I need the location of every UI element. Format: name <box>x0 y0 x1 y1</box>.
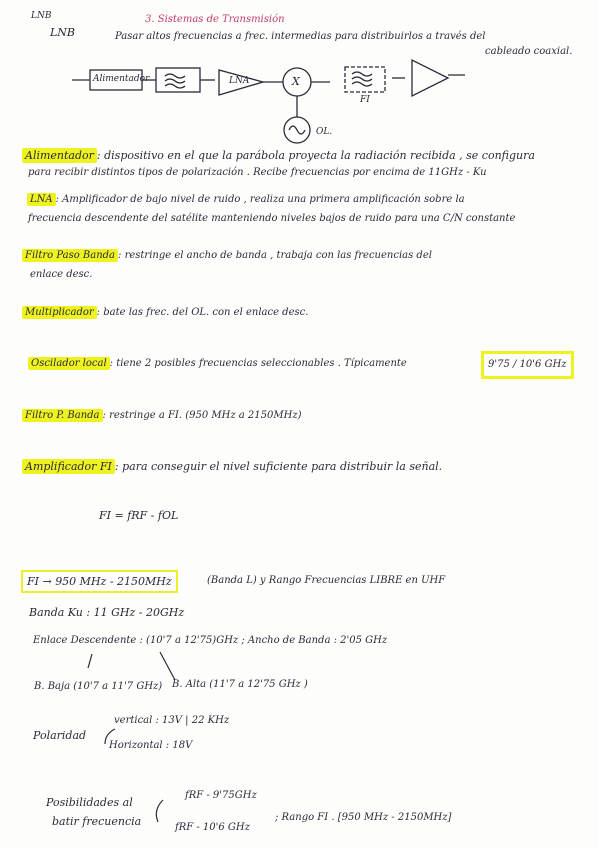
alimentador-block-label: Alimentador <box>93 74 150 84</box>
ol-label: OL. <box>316 127 333 137</box>
fi-range-box: FI → 950 MHz - 2150MHz <box>21 570 178 593</box>
filtro2-text: : restringe a FI. (950 MHz a 2150MHz) <box>102 410 302 421</box>
frf-option-2: fRF - 10'6 GHz <box>175 822 250 833</box>
posibilidades-line1: Posibilidades al <box>46 796 133 809</box>
rango-fi-note: ; Rango FI . [950 MHz - 2150MHz] <box>275 812 452 823</box>
frf-option-1: fRF - 9'75GHz <box>185 790 257 801</box>
top-left-note: LNB <box>31 11 52 21</box>
alimentador-text-1: : dispositivo en el que la parábola proyecta la radiación recibida , se configura <box>96 149 535 162</box>
fi-range-note: (Banda L) y Rango Frecuencias LIBRE en UHF <box>207 575 446 586</box>
lna-text-2: frecuencia descendente del satélite manteniendo niveles bajos de ruido para una C/N constante <box>28 213 516 224</box>
enlace-descendente-note: Enlace Descendente : (10'7 a 12'75)GHz ; Ancho de Banda : 2'05 GHz <box>33 635 388 646</box>
fi-formula: FI = fRF - fOL <box>99 509 179 522</box>
polaridad-vertical: vertical : 13V | 22 KHz <box>114 715 230 726</box>
banda-baja-note: B. Baja (10'7 a 11'7 GHz) <box>34 681 163 692</box>
lna-term: LNA <box>27 193 56 206</box>
multiplicador-term: Multiplicador <box>22 306 97 319</box>
banda-alta-note: B. Alta (11'7 a 12'75 GHz ) <box>172 679 308 690</box>
lna-block-label: LNA <box>229 76 250 86</box>
polaridad-horizontal: Horizontal : 18V <box>109 740 193 751</box>
posibilidades-line2: batir frecuencia <box>52 815 142 828</box>
alimentador-text-2: para recibir distintos tipos de polarización . Recibe frecuencias por encima de 11GHz - Ku <box>28 167 487 178</box>
mixer-symbol: X <box>292 75 300 88</box>
filtro2-term: Filtro P. Banda <box>22 409 103 422</box>
intro-text-line2: cableado coaxial. <box>485 46 573 57</box>
intro-text-line1: Pasar altos frecuencias a frec. intermedias para distribuirlos a través del <box>115 31 486 42</box>
lna-text-1: : Amplificador de bajo nivel de ruido , realiza una primera amplificación sobre la <box>55 194 465 205</box>
banda-ku-note: Banda Ku : 11 GHz - 20GHz <box>29 606 185 619</box>
filtro-text-2: enlace desc. <box>30 269 93 280</box>
posibilidades-brace <box>156 800 163 822</box>
polaridad-label: Polaridad <box>33 729 87 742</box>
top-left-lnb: LNB <box>50 26 76 39</box>
filtro-text-1: : restringe el ancho de banda , trabaja con las frecuencias del <box>118 250 432 261</box>
multiplicador-text: : bate las frec. del OL. con el enlace desc. <box>96 307 309 318</box>
page-title: 3. Sistemas de Transmisión <box>145 14 285 25</box>
alimentador-term: Alimentador <box>22 148 97 163</box>
oscilador-frequency-box: 9'75 / 10'6 GHz <box>481 351 574 379</box>
oscilador-text: : tiene 2 posibles frecuencias seleccionables . Típicamente <box>109 358 407 369</box>
oscilador-term: Oscilador local <box>28 357 110 370</box>
ampfi-term: Amplificador FI <box>22 459 115 474</box>
fi-label: FI <box>360 95 370 105</box>
ampfi-text: : para conseguir el nivel suficiente para distribuir la señal. <box>114 460 443 473</box>
filtro-term: Filtro Paso Banda <box>22 249 118 262</box>
